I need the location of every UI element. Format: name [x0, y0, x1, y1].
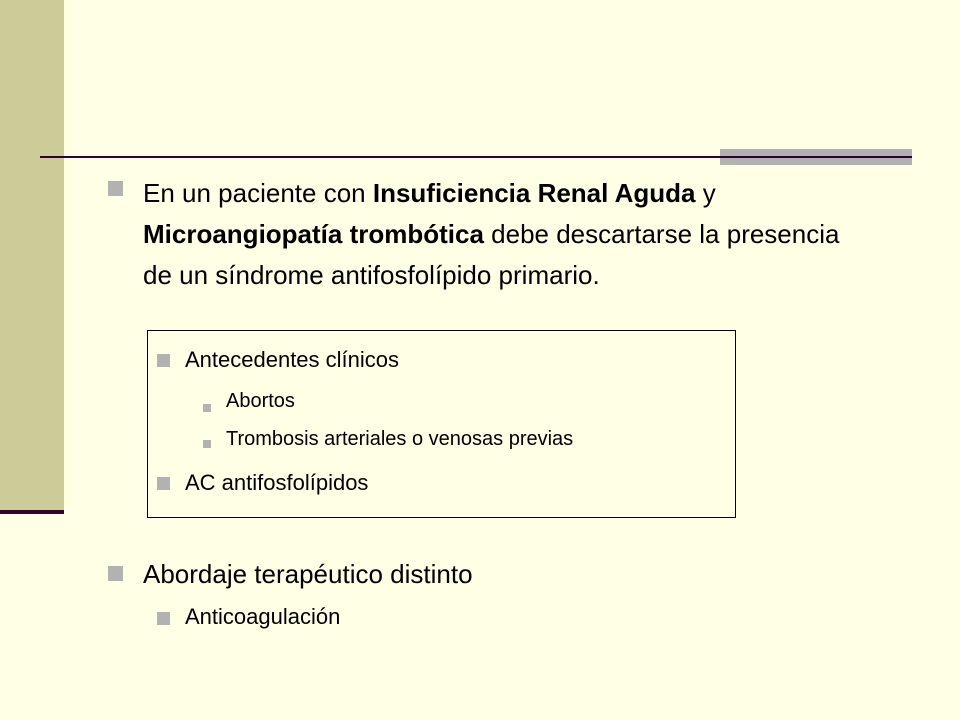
bullet-square-icon [203, 404, 211, 412]
paragraph-text: debe descartarse la presencia de un síndrome antifosfolípido primario. [143, 219, 840, 290]
subitem-anticoagulation: Anticoagulación [185, 604, 341, 629]
bullet-square-icon [157, 612, 170, 625]
bullet-paragraph-2: Abordaje terapéutico distinto [143, 559, 473, 589]
box-subitem-thrombosis: Trombosis arteriales o venosas previas [226, 428, 574, 450]
sidebar-decoration [0, 0, 64, 510]
box-item-clinical-history: Antecedentes clínicos [185, 347, 400, 372]
bullet-square-icon [108, 181, 123, 196]
bullet-square-icon [203, 440, 211, 448]
paragraph-text: y [695, 178, 716, 208]
bullet-paragraph-1 [143, 173, 863, 296]
box-subitem-abortions: Abortos [226, 390, 295, 412]
paragraph-bold-term: Insuficiencia Renal Aguda [372, 178, 696, 208]
bullet-square-icon [157, 354, 170, 367]
paragraph-bold-term: Microangiopatía trombótica [143, 219, 484, 249]
paragraph-text: En un paciente con [143, 178, 373, 208]
bullet-square-icon [108, 566, 123, 581]
title-divider-accent-line [720, 156, 912, 158]
box-item-antibodies: AC antifosfolípidos [185, 470, 369, 495]
bullet-square-icon [157, 477, 170, 490]
sidebar-cap-line [0, 510, 64, 514]
